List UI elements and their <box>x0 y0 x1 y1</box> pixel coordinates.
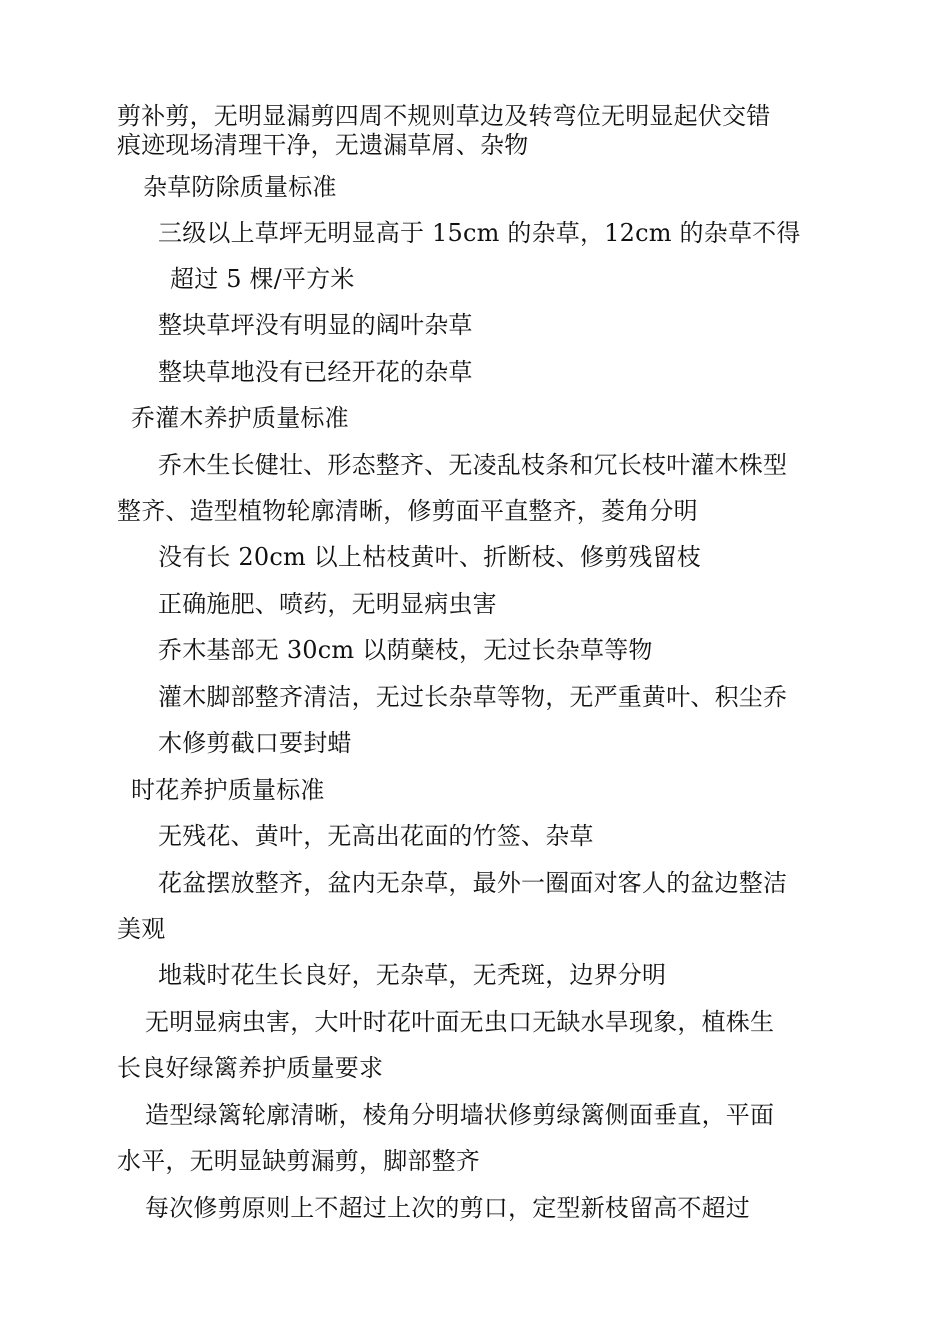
text-line: 无明显病虫害，大叶时花叶面无虫口无缺水旱现象，植株生 <box>145 1008 775 1036</box>
text-line: 美观 <box>117 915 166 943</box>
text-line: 无残花、黄叶，无高出花面的竹签、杂草 <box>158 822 594 850</box>
text-line: 整齐、造型植物轮廓清晰，修剪面平直整齐，菱角分明 <box>117 497 698 525</box>
text-line: 整块草坪没有明显的阔叶杂草 <box>158 311 473 339</box>
text-line: 花盆摆放整齐，盆内无杂草，最外一圈面对客人的盆边整洁 <box>158 869 788 897</box>
text-line: 超过 5 棵/平方米 <box>170 265 355 293</box>
section-heading: 杂草防除质量标准 <box>143 173 337 201</box>
text-line: 剪补剪，无明显漏剪四周不规则草边及转弯位无明显起伏交错 <box>117 102 771 130</box>
text-line: 地栽时花生长良好，无杂草，无秃斑，边界分明 <box>158 961 667 989</box>
text-line: 整块草地没有已经开花的杂草 <box>158 358 473 386</box>
text-line: 灌木脚部整齐清洁，无过长杂草等物，无严重黄叶、积尘乔 <box>158 683 788 711</box>
section-heading: 乔灌木养护质量标准 <box>131 404 349 432</box>
text-line: 水平，无明显缺剪漏剪，脚部整齐 <box>117 1147 480 1175</box>
text-line: 三级以上草坪无明显高于 15cm 的杂草，12cm 的杂草不得 <box>158 219 801 247</box>
text-line: 痕迹现场清理干净，无遗漏草屑、杂物 <box>117 131 529 159</box>
text-line: 长良好绿篱养护质量要求 <box>117 1054 384 1082</box>
text-line: 没有长 20cm 以上枯枝黄叶、折断枝、修剪残留枝 <box>158 543 701 571</box>
section-heading: 时花养护质量标准 <box>131 776 325 804</box>
text-line: 每次修剪原则上不超过上次的剪口，定型新枝留高不超过 <box>145 1194 750 1222</box>
text-line: 乔木生长健壮、形态整齐、无凌乱枝条和冗长枝叶灌木株型 <box>158 451 788 479</box>
text-line: 木修剪截口要封蜡 <box>158 729 352 757</box>
text-line: 造型绿篱轮廓清晰，棱角分明墙状修剪绿篱侧面垂直，平面 <box>145 1101 775 1129</box>
text-line: 乔木基部无 30cm 以荫蘖枝，无过长杂草等物 <box>158 636 653 664</box>
text-line: 正确施肥、喷药，无明显病虫害 <box>158 590 497 618</box>
